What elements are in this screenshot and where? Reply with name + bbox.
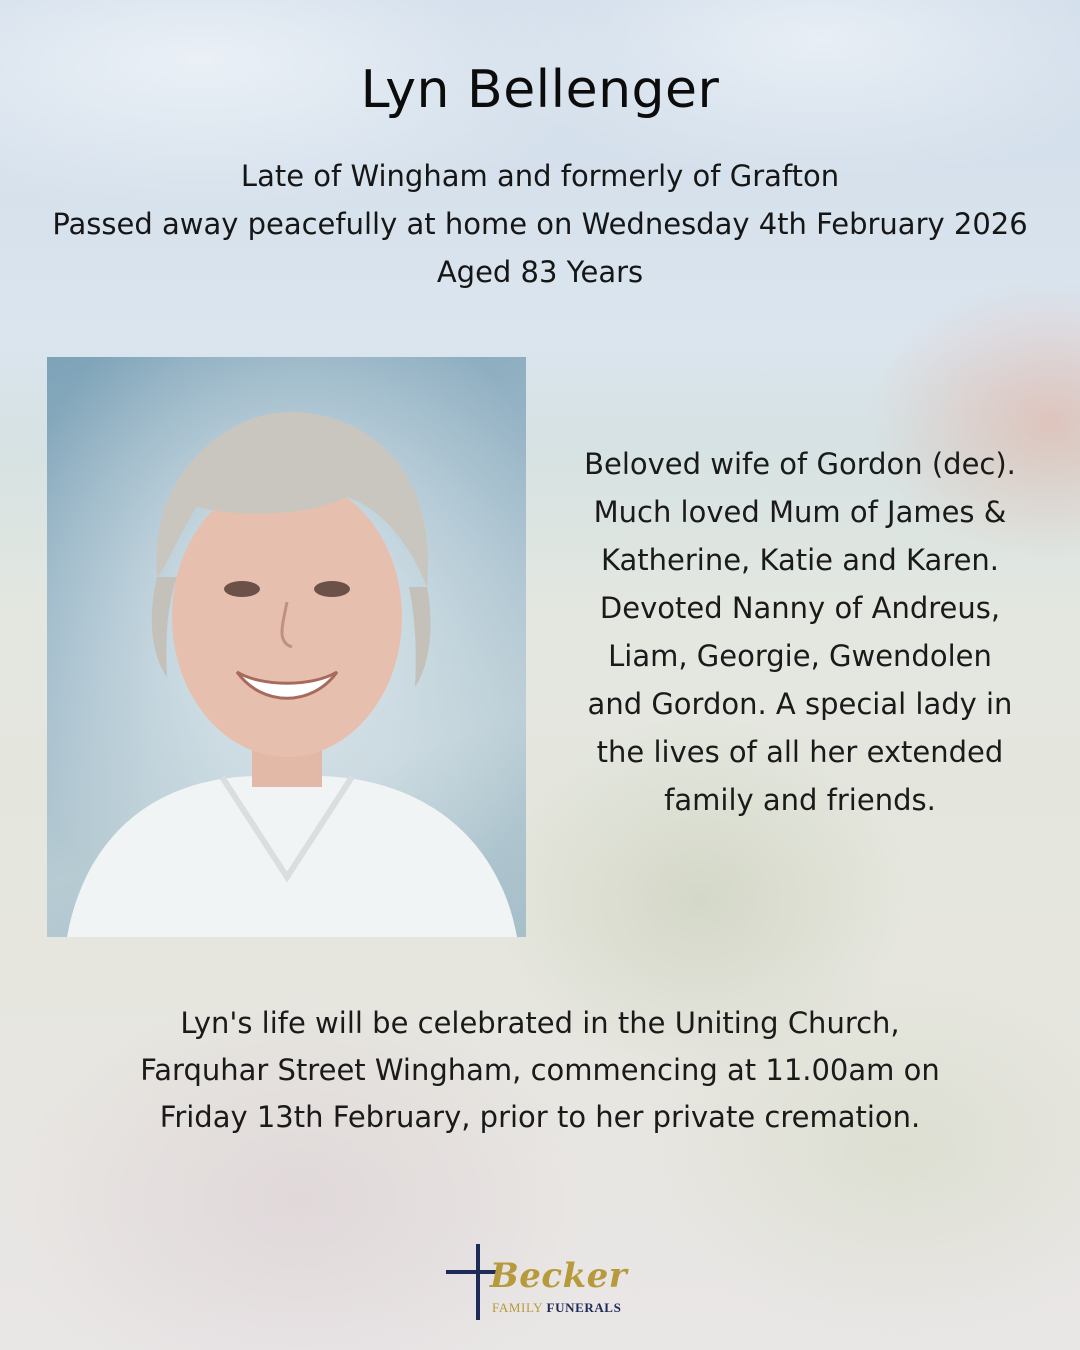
- logo-family-word: FAMILY: [492, 1300, 543, 1315]
- bio-line: family and friends.: [664, 783, 936, 817]
- portrait-illustration: [47, 357, 526, 937]
- becker-family-funerals-logo: [440, 1242, 640, 1322]
- bio-line: Much loved Mum of James &: [593, 495, 1007, 529]
- service-line: Friday 13th February, prior to her private cremation.: [159, 1100, 921, 1134]
- logo-script-text: Becker: [490, 1256, 628, 1296]
- service-line: Farquhar Street Wingham, commencing at 11.00am on: [140, 1053, 940, 1087]
- bio-line: and Gordon. A special lady in: [587, 687, 1013, 721]
- bio-line: Devoted Nanny of Andreus,: [599, 591, 1001, 625]
- logo-funerals-word: FUNERALS: [546, 1300, 622, 1315]
- age-line: Aged 83 Years: [436, 255, 644, 289]
- portrait-photo: [47, 357, 526, 937]
- residence-line: Late of Wingham and formerly of Grafton: [240, 159, 840, 193]
- bio-line: Beloved wife of Gordon (dec).: [584, 447, 1016, 481]
- service-details: [0, 1000, 1080, 1141]
- subtitle-block: [0, 152, 1080, 296]
- logo-subtitle: [492, 1300, 621, 1316]
- service-line: Lyn's life will be celebrated in the Uniting Church,: [180, 1006, 900, 1040]
- bio-line: Liam, Georgie, Gwendolen: [608, 639, 992, 673]
- passing-line: Passed away peacefully at home on Wednesday 4th February 2026: [52, 207, 1028, 241]
- deceased-name: Lyn Bellenger: [360, 60, 720, 120]
- bio-text: [540, 440, 1060, 824]
- bio-line: Katherine, Katie and Karen.: [600, 543, 1000, 577]
- bio-line: the lives of all her extended: [596, 735, 1004, 769]
